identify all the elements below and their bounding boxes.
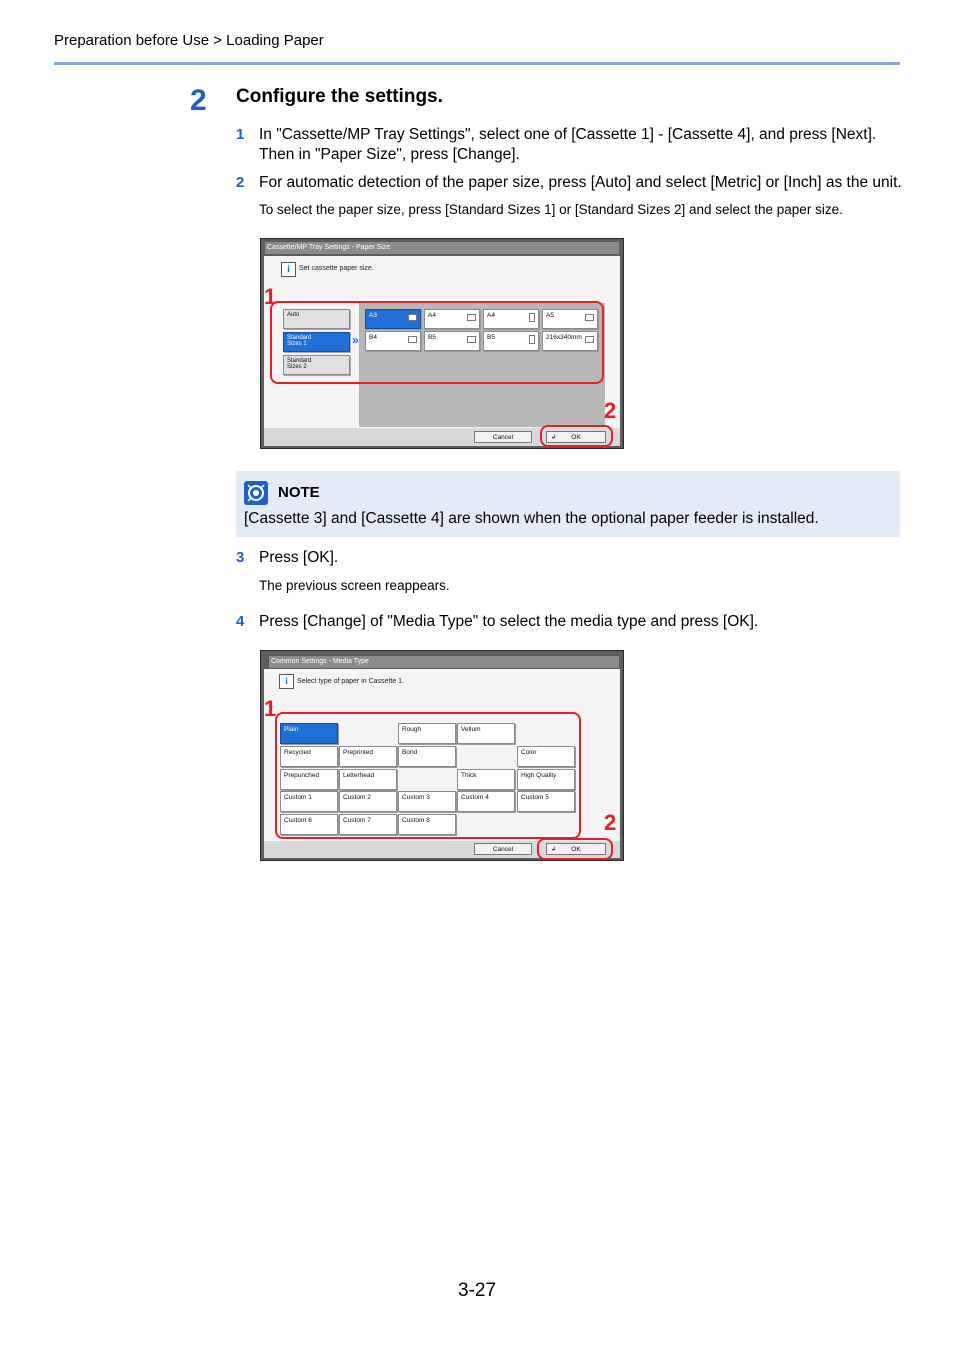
- tab-standard-sizes-1[interactable]: Standard Sizes 1: [283, 332, 350, 352]
- substep-text: For automatic detection of the paper size, press [Auto] and select [Metric] or [Inch] as the unit.: [259, 174, 902, 191]
- callout-number: 2: [604, 810, 617, 835]
- media-button[interactable]: Custom 3: [398, 791, 456, 812]
- media-button[interactable]: Custom 5: [517, 791, 575, 812]
- callout-number: 1: [264, 284, 277, 309]
- media-button[interactable]: Prepunched: [280, 769, 338, 790]
- cancel-button[interactable]: Cancel: [474, 843, 532, 855]
- screen-title: Common Settings - Media Type: [269, 656, 619, 668]
- substep-text: Press [OK].: [259, 549, 339, 566]
- media-button[interactable]: Plain: [280, 723, 338, 744]
- callout-box: [537, 838, 613, 860]
- media-button[interactable]: Custom 7: [339, 814, 397, 835]
- callout-number: 1: [264, 696, 277, 721]
- note-box: [236, 471, 900, 537]
- substep-text: Then in "Paper Size", press [Change].: [259, 146, 520, 163]
- substep-text: In "Cassette/MP Tray Settings", select one of [Cassette 1] - [Cassette 4], and press [Next].: [259, 126, 877, 143]
- substep-text: Press [Change] of "Media Type" to select the media type and press [OK].: [259, 613, 759, 630]
- size-button[interactable]: A4: [424, 309, 480, 329]
- ok-button[interactable]: ↲ OK: [546, 843, 606, 855]
- info-icon: i: [281, 262, 296, 277]
- tab-auto[interactable]: Auto: [283, 309, 350, 329]
- substep-number: 4: [236, 613, 245, 630]
- breadcrumb: Preparation before Use > Loading Paper: [54, 32, 324, 49]
- media-button[interactable]: Custom 8: [398, 814, 456, 835]
- tab-standard-sizes-2[interactable]: Standard Sizes 2: [283, 355, 350, 375]
- step-title: Configure the settings.: [236, 86, 443, 107]
- size-button[interactable]: A3: [365, 309, 421, 329]
- callout-number: 2: [604, 398, 617, 423]
- note-label: NOTE: [278, 484, 320, 501]
- screen-title: Cassette/MP Tray Settings - Paper Size: [265, 242, 619, 254]
- ok-button[interactable]: ↲ OK: [546, 431, 606, 443]
- media-button[interactable]: Custom 2: [339, 791, 397, 812]
- media-button[interactable]: Thick: [457, 769, 515, 790]
- substep-detail: The previous screen reappears.: [259, 578, 450, 593]
- media-button[interactable]: Rough: [398, 723, 456, 744]
- size-button[interactable]: B4: [365, 331, 421, 351]
- cancel-button[interactable]: Cancel: [474, 431, 532, 443]
- size-button[interactable]: A5: [542, 309, 598, 329]
- media-button[interactable]: Vellum: [457, 723, 515, 744]
- media-button[interactable]: High Quality: [517, 769, 575, 790]
- substep-number: 3: [236, 549, 245, 566]
- size-button[interactable]: 216x340mm: [542, 331, 598, 351]
- media-button[interactable]: Recycled: [280, 746, 338, 767]
- note-text: [Cassette 3] and [Cassette 4] are shown when the optional paper feeder is installed.: [244, 510, 819, 527]
- enter-icon: ↲: [551, 846, 557, 853]
- substep-number: 1: [236, 126, 245, 143]
- header-rule: [54, 62, 900, 65]
- screen-message: Set cassette paper size.: [299, 265, 374, 272]
- callout-box: [270, 301, 604, 384]
- media-button[interactable]: Bond: [398, 746, 456, 767]
- chevron-right-icon: »: [352, 333, 359, 347]
- media-button[interactable]: Custom 4: [457, 791, 515, 812]
- size-button[interactable]: B5: [424, 331, 480, 351]
- size-button[interactable]: B5: [483, 331, 539, 351]
- substep-detail: To select the paper size, press [Standard Sizes 1] or [Standard Sizes 2] and select the paper size.: [259, 202, 843, 217]
- note-icon: [244, 481, 268, 505]
- media-button[interactable]: Color: [517, 746, 575, 767]
- size-button[interactable]: A4: [483, 309, 539, 329]
- media-button[interactable]: Preprinted: [339, 746, 397, 767]
- info-icon: i: [279, 674, 294, 689]
- substep-number: 2: [236, 174, 245, 191]
- media-button[interactable]: Letterhead: [339, 769, 397, 790]
- callout-box: [540, 425, 613, 447]
- page-number: 3-27: [458, 1280, 497, 1301]
- media-button[interactable]: Custom 1: [280, 791, 338, 812]
- enter-icon: ↲: [551, 434, 557, 441]
- screen-message: Select type of paper in Cassette 1.: [297, 678, 405, 685]
- media-button[interactable]: Custom 6: [280, 814, 338, 835]
- step-number: 2: [190, 84, 207, 117]
- callout-box: [275, 712, 581, 839]
